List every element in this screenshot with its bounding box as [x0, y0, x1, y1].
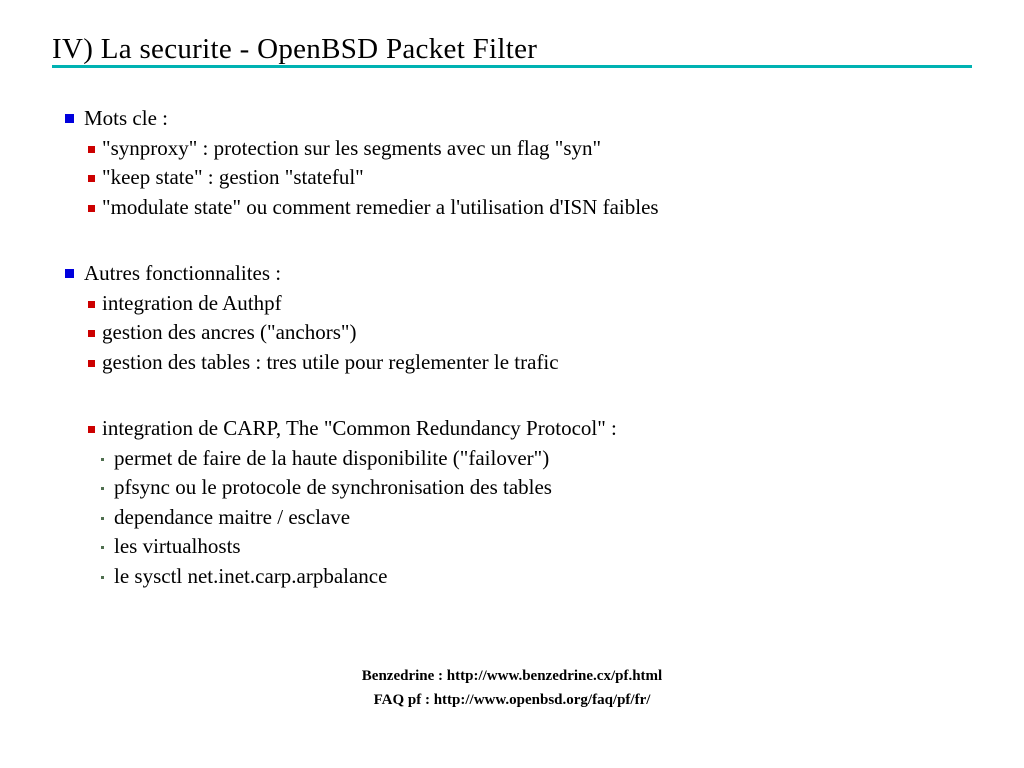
bullet-red-square-icon — [88, 360, 95, 367]
section-autres-fonctionnalites — [0, 259, 1024, 377]
list-item — [0, 163, 1024, 193]
bullet-red-square-icon — [88, 146, 95, 153]
bullet-red-square-icon — [88, 175, 95, 182]
list-item — [0, 562, 1024, 592]
list-item-label: gestion des ancres ("anchors") — [102, 320, 357, 344]
list-item-label: permet de faire de la haute disponibilite ("failover") — [114, 445, 550, 470]
bullet-red-square-icon — [88, 301, 95, 308]
list-item-label: "keep state" : gestion "stateful" — [102, 165, 364, 189]
bullet-blue-square-icon — [65, 114, 74, 123]
footer-faq-url: FAQ pf : http://www.openbsd.org/faq/pf/fr/ — [373, 692, 651, 708]
bullet-red-square-icon — [88, 330, 95, 337]
footer-benzedrine-url: Benzedrine : http://www.benzedrine.cx/pf.html — [361, 668, 663, 684]
list-item-label: dependance maitre / esclave — [114, 504, 351, 529]
slide-title: IV) La securite - OpenBSD Packet Filter — [52, 33, 538, 65]
list-item — [0, 414, 1024, 444]
list-item — [0, 134, 1024, 164]
list-item-label: integration de Authpf — [102, 290, 282, 315]
list-item-label: le sysctl net.inet.carp.arpbalance — [114, 563, 388, 588]
list-item-label: Autres fonctionnalites : — [84, 261, 282, 285]
list-item — [0, 532, 1024, 562]
list-item-label: "modulate state" ou comment remedier a l'utilisation d'ISN faibles — [102, 194, 659, 219]
bullet-red-square-icon — [88, 426, 95, 433]
list-item — [0, 348, 1024, 378]
bullet-dot-icon — [101, 546, 104, 549]
bullet-dot-icon — [101, 517, 104, 520]
bullet-red-square-icon — [88, 205, 95, 212]
list-item — [0, 193, 1024, 223]
bullet-dot-icon — [101, 458, 104, 461]
list-item-label: integration de CARP, The "Common Redundancy Protocol" : — [102, 416, 617, 440]
footer-links — [0, 664, 1024, 712]
list-item — [0, 259, 1024, 289]
list-item — [0, 318, 1024, 348]
list-item — [0, 444, 1024, 474]
list-item — [0, 104, 1024, 134]
list-item-label: gestion des tables : tres utile pour reglementer le trafic — [102, 349, 559, 374]
list-item — [0, 473, 1024, 503]
list-item-label: les virtualhosts — [114, 534, 241, 558]
title-underline-rule — [52, 65, 972, 68]
bullet-dot-icon — [101, 487, 104, 490]
list-item-label: pfsync ou le protocole de synchronisation des tables — [114, 475, 552, 499]
section-carp — [0, 414, 1024, 591]
list-item — [0, 289, 1024, 319]
list-item — [0, 503, 1024, 533]
list-item-label: "synproxy" : protection sur les segments avec un flag "syn" — [102, 135, 602, 160]
bullet-blue-square-icon — [65, 269, 74, 278]
list-item-label: Mots cle : — [84, 106, 168, 130]
section-mots-cle — [0, 104, 1024, 222]
bullet-dot-icon — [101, 576, 104, 579]
